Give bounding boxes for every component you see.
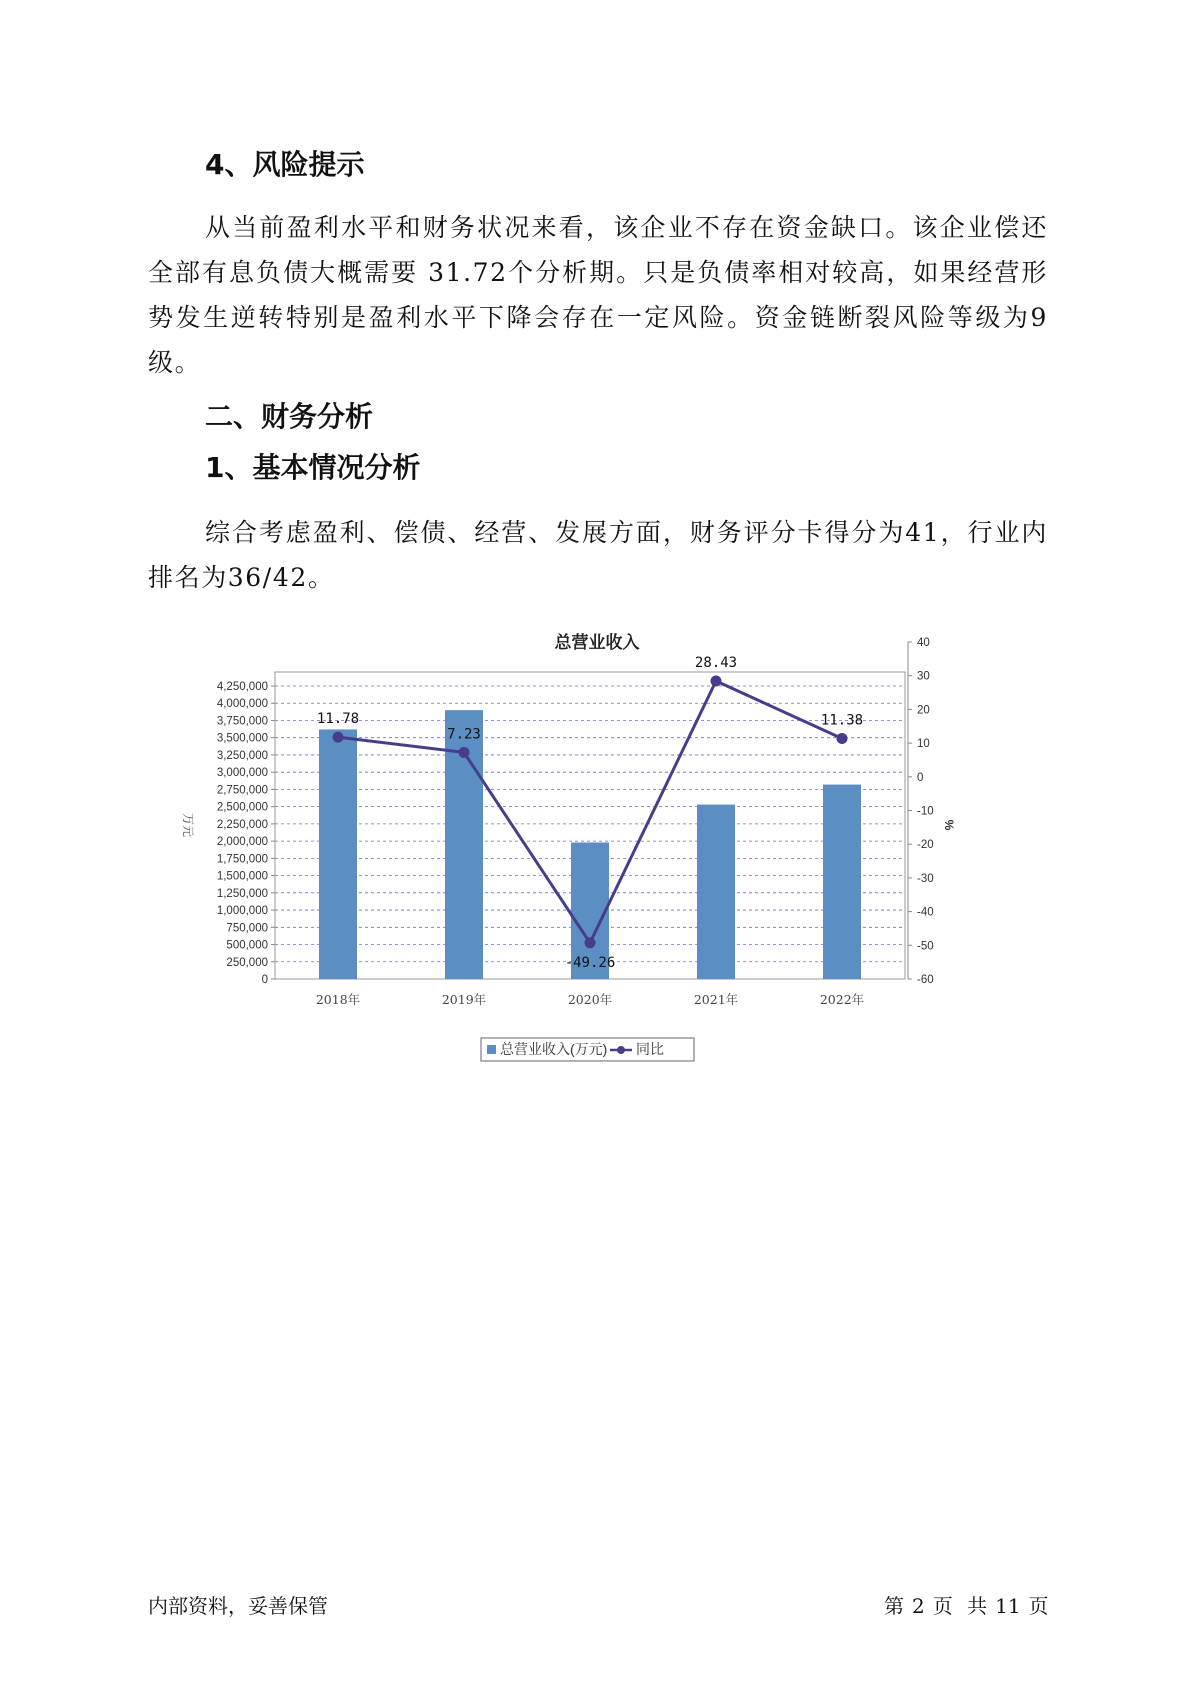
yoy-point <box>585 937 596 948</box>
y-tick-label: 3,750,000 <box>216 715 268 728</box>
basic-paragraph: 综合考虑盈利、偿债、经营、发展方面，财务评分卡得分为41，行业内排名为36/42。 <box>148 518 1048 592</box>
x-tick-label: 2022年 <box>819 992 865 1007</box>
legend-line-label: 同比 <box>636 1041 664 1057</box>
risk-paragraph: 从当前盈利水平和财务状况来看，该企业不存在资金缺口。该企业偿还全部有息负债大概需要 31.72个分析期。只是负债率相对较高，如果经营形势发生逆转特别是盈利水平下降会存在一定风险。资金链断裂风险等级为9级。 <box>148 213 1048 377</box>
legend-bar-swatch <box>487 1045 496 1054</box>
legend <box>481 1038 694 1061</box>
y2-tick-label: 0 <box>917 771 924 784</box>
y-tick-label: 750,000 <box>226 922 268 935</box>
y-tick-label: 250,000 <box>226 956 268 969</box>
y2-tick-label: 40 <box>917 637 930 649</box>
x-tick-label: 2018年 <box>315 992 361 1007</box>
y-tick-label: 4,250,000 <box>216 681 268 693</box>
y2-tick-label: -20 <box>917 839 934 852</box>
y-tick-label: 0 <box>261 974 268 986</box>
y-tick-label: 1,750,000 <box>216 853 268 866</box>
y2-tick-label: -30 <box>917 872 934 885</box>
yoy-data-label: 11.78 <box>316 711 360 728</box>
footer-total-prefix: 共 <box>967 1594 988 1618</box>
y-tick-label: 3,000,000 <box>216 767 268 780</box>
basic-heading: 1、基本情况分析 <box>205 451 421 484</box>
yoy-point <box>837 733 848 744</box>
yoy-data-label: 7.23 <box>447 726 481 743</box>
y2-tick-label: -40 <box>917 906 934 919</box>
revenue-bar <box>823 785 861 979</box>
y-tick-label: 3,500,000 <box>216 732 268 745</box>
revenue-bar <box>697 805 735 979</box>
footer-confidential: 内部资料，妥善保管 <box>148 1594 328 1618</box>
y-tick-label: 2,500,000 <box>216 801 268 814</box>
chart-title: 总营业收入 <box>554 633 640 652</box>
x-tick-label: 2020年 <box>567 992 613 1007</box>
y-tick-label: 3,250,000 <box>216 749 268 762</box>
y-axis-label: 万元 <box>181 812 195 838</box>
footer-total-word: 页 <box>1028 1594 1049 1618</box>
yoy-data-label: 11.38 <box>820 712 864 729</box>
footer-total-pages: 11 <box>995 1594 1021 1618</box>
footer-page-prefix: 第 <box>884 1594 904 1618</box>
y-tick-label: 1,250,000 <box>216 887 268 900</box>
y-axis-left <box>217 681 275 986</box>
yoy-point <box>711 675 722 686</box>
x-axis <box>316 992 864 1007</box>
yoy-data-label: -49.26 <box>564 954 616 971</box>
risk-heading: 4、风险提示 <box>205 148 365 181</box>
revenue-chart <box>170 620 1020 1080</box>
legend-bar-label: 总营业收入(万元) <box>500 1041 608 1057</box>
yoy-data-label: 28.43 <box>694 654 738 671</box>
finance-heading: 二、财务分析 <box>205 400 374 433</box>
y2-tick-label: -50 <box>917 940 934 953</box>
y-tick-label: 2,000,000 <box>216 836 268 849</box>
footer-page-number: 2 <box>912 1594 925 1618</box>
y2-tick-label: -10 <box>917 805 934 818</box>
y2-tick-label: 20 <box>917 704 930 717</box>
yoy-point <box>459 747 470 758</box>
y-tick-label: 500,000 <box>226 939 268 952</box>
revenue-bar <box>319 729 357 979</box>
y-axis-right <box>908 637 934 986</box>
x-tick-label: 2019年 <box>441 992 487 1007</box>
footer-page-word: 页 <box>932 1594 953 1618</box>
y-tick-label: 2,250,000 <box>216 818 268 831</box>
y-tick-label: 4,000,000 <box>216 698 268 711</box>
y-tick-label: 1,000,000 <box>216 905 268 918</box>
y2-tick-label: 30 <box>917 670 930 683</box>
y2-tick-label: -60 <box>917 974 934 986</box>
yoy-point <box>333 732 344 743</box>
footer-page-info <box>884 1590 1057 1619</box>
y2-tick-label: 10 <box>917 738 930 751</box>
x-tick-label: 2021年 <box>693 992 739 1007</box>
y-tick-label: 1,500,000 <box>216 870 268 883</box>
y-tick-label: 2,750,000 <box>216 784 268 797</box>
legend-line-marker <box>617 1046 625 1054</box>
y2-axis-label: % <box>942 819 956 831</box>
